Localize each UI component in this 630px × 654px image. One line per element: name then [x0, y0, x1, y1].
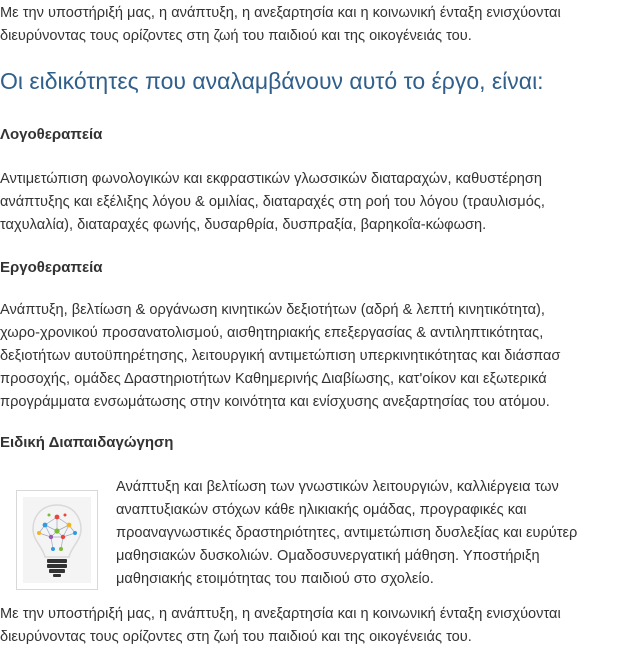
text-line: προγράμματα ενσωμάτωσης στην κοινότητα και ενίσχυσης ανεξαρτησίας του ατόμου.	[0, 394, 550, 410]
text-line: μαθησιακών δυσκολιών. Ομαδοσυνεργατική μάθηση. Υποστήριξη	[116, 548, 540, 564]
intro-line: Με την υποστήριξή μας, η ανάπτυξη, η ανεξαρτησία και η κοινωνική ένταξη ενισχύονται	[0, 5, 561, 21]
text-line: Ανάπτυξη, βελτίωση & οργάνωση κινητικών δεξιοτήτων (αδρή & λεπτή κινητικότητα),	[0, 302, 545, 318]
intro-line: διευρύνοντας τους ορίζοντες στη ζωή του παιδιού και της οικογένειάς του.	[0, 28, 472, 44]
outro-paragraph	[0, 603, 630, 649]
text-line: δεξιοτήτων αυτοϋπηρέτησης, λειτουργική αντιμετώπιση υπερκινητικότητας και διάσπασ	[0, 348, 561, 364]
outro-line: Με την υποστήριξή μας, η ανάπτυξη, η ανεξαρτησία και η κοινωνική ένταξη ενισχύονται	[0, 606, 561, 622]
intro-paragraph	[0, 2, 630, 48]
outro-line: διευρύνοντας τους ορίζοντες στη ζωή του παιδιού και της οικογένειάς του.	[0, 629, 472, 645]
occupational-therapy-text	[0, 299, 630, 414]
special-education-title: Ειδική Διαπαιδαγώγηση	[0, 434, 174, 451]
lightbulb-image	[16, 490, 98, 590]
text-line: ταχυλαλία), διαταραχές φωνής, δυσαρθρία, δυσπραξία, βαρηκοΐα-κώφωση.	[0, 217, 487, 233]
section-heading: Οι ειδικότητες που αναλαμβάνουν αυτό το έργο, είναι:	[0, 68, 544, 94]
text-line: αναπτυξιακών στόχων κάθε ηλικιακής ομάδας, προγραφικές και	[116, 502, 527, 518]
text-line: Ανάπτυξη και βελτίωση των γνωστικών λειτουργιών, καλλιέργεια των	[116, 479, 559, 495]
text-line: χωρο-χρονικού προσανατολισμού, αισθητηριακής επεξεργασίας & αντιληπτικότητας,	[0, 325, 544, 341]
speech-therapy-text	[0, 168, 630, 237]
text-line: Αντιμετώπιση φωνολογικών και εκφραστικών γλωσσικών διαταραχών, καθυστέρηση	[0, 171, 543, 187]
text-line: προαναγνωστικές δραστηριότητες, αντιμετώπιση δυσλεξίας και ευρύτερ	[116, 525, 578, 541]
speech-therapy-title: Λογοθεραπεία	[0, 126, 103, 143]
lightbulb-network-icon	[23, 497, 91, 583]
occupational-therapy-title: Εργοθεραπεία	[0, 259, 103, 276]
text-line: προσοχής, ομάδες Δραστηριοτήτων Καθημερινής Διαβίωσης, κατ'οίκον και εξωτερικά	[0, 371, 547, 387]
special-education-text	[116, 476, 630, 591]
text-line: μαθησιακής ετοιμότητας του παιδιού στο σχολείο.	[116, 571, 434, 587]
text-line: ανάπτυξης και εξέλιξης λόγου & ομιλίας, διαταραχές στη ροή του λόγου (τραυλισμός,	[0, 194, 545, 210]
lightbulb-network-icon-graphic	[23, 497, 91, 583]
